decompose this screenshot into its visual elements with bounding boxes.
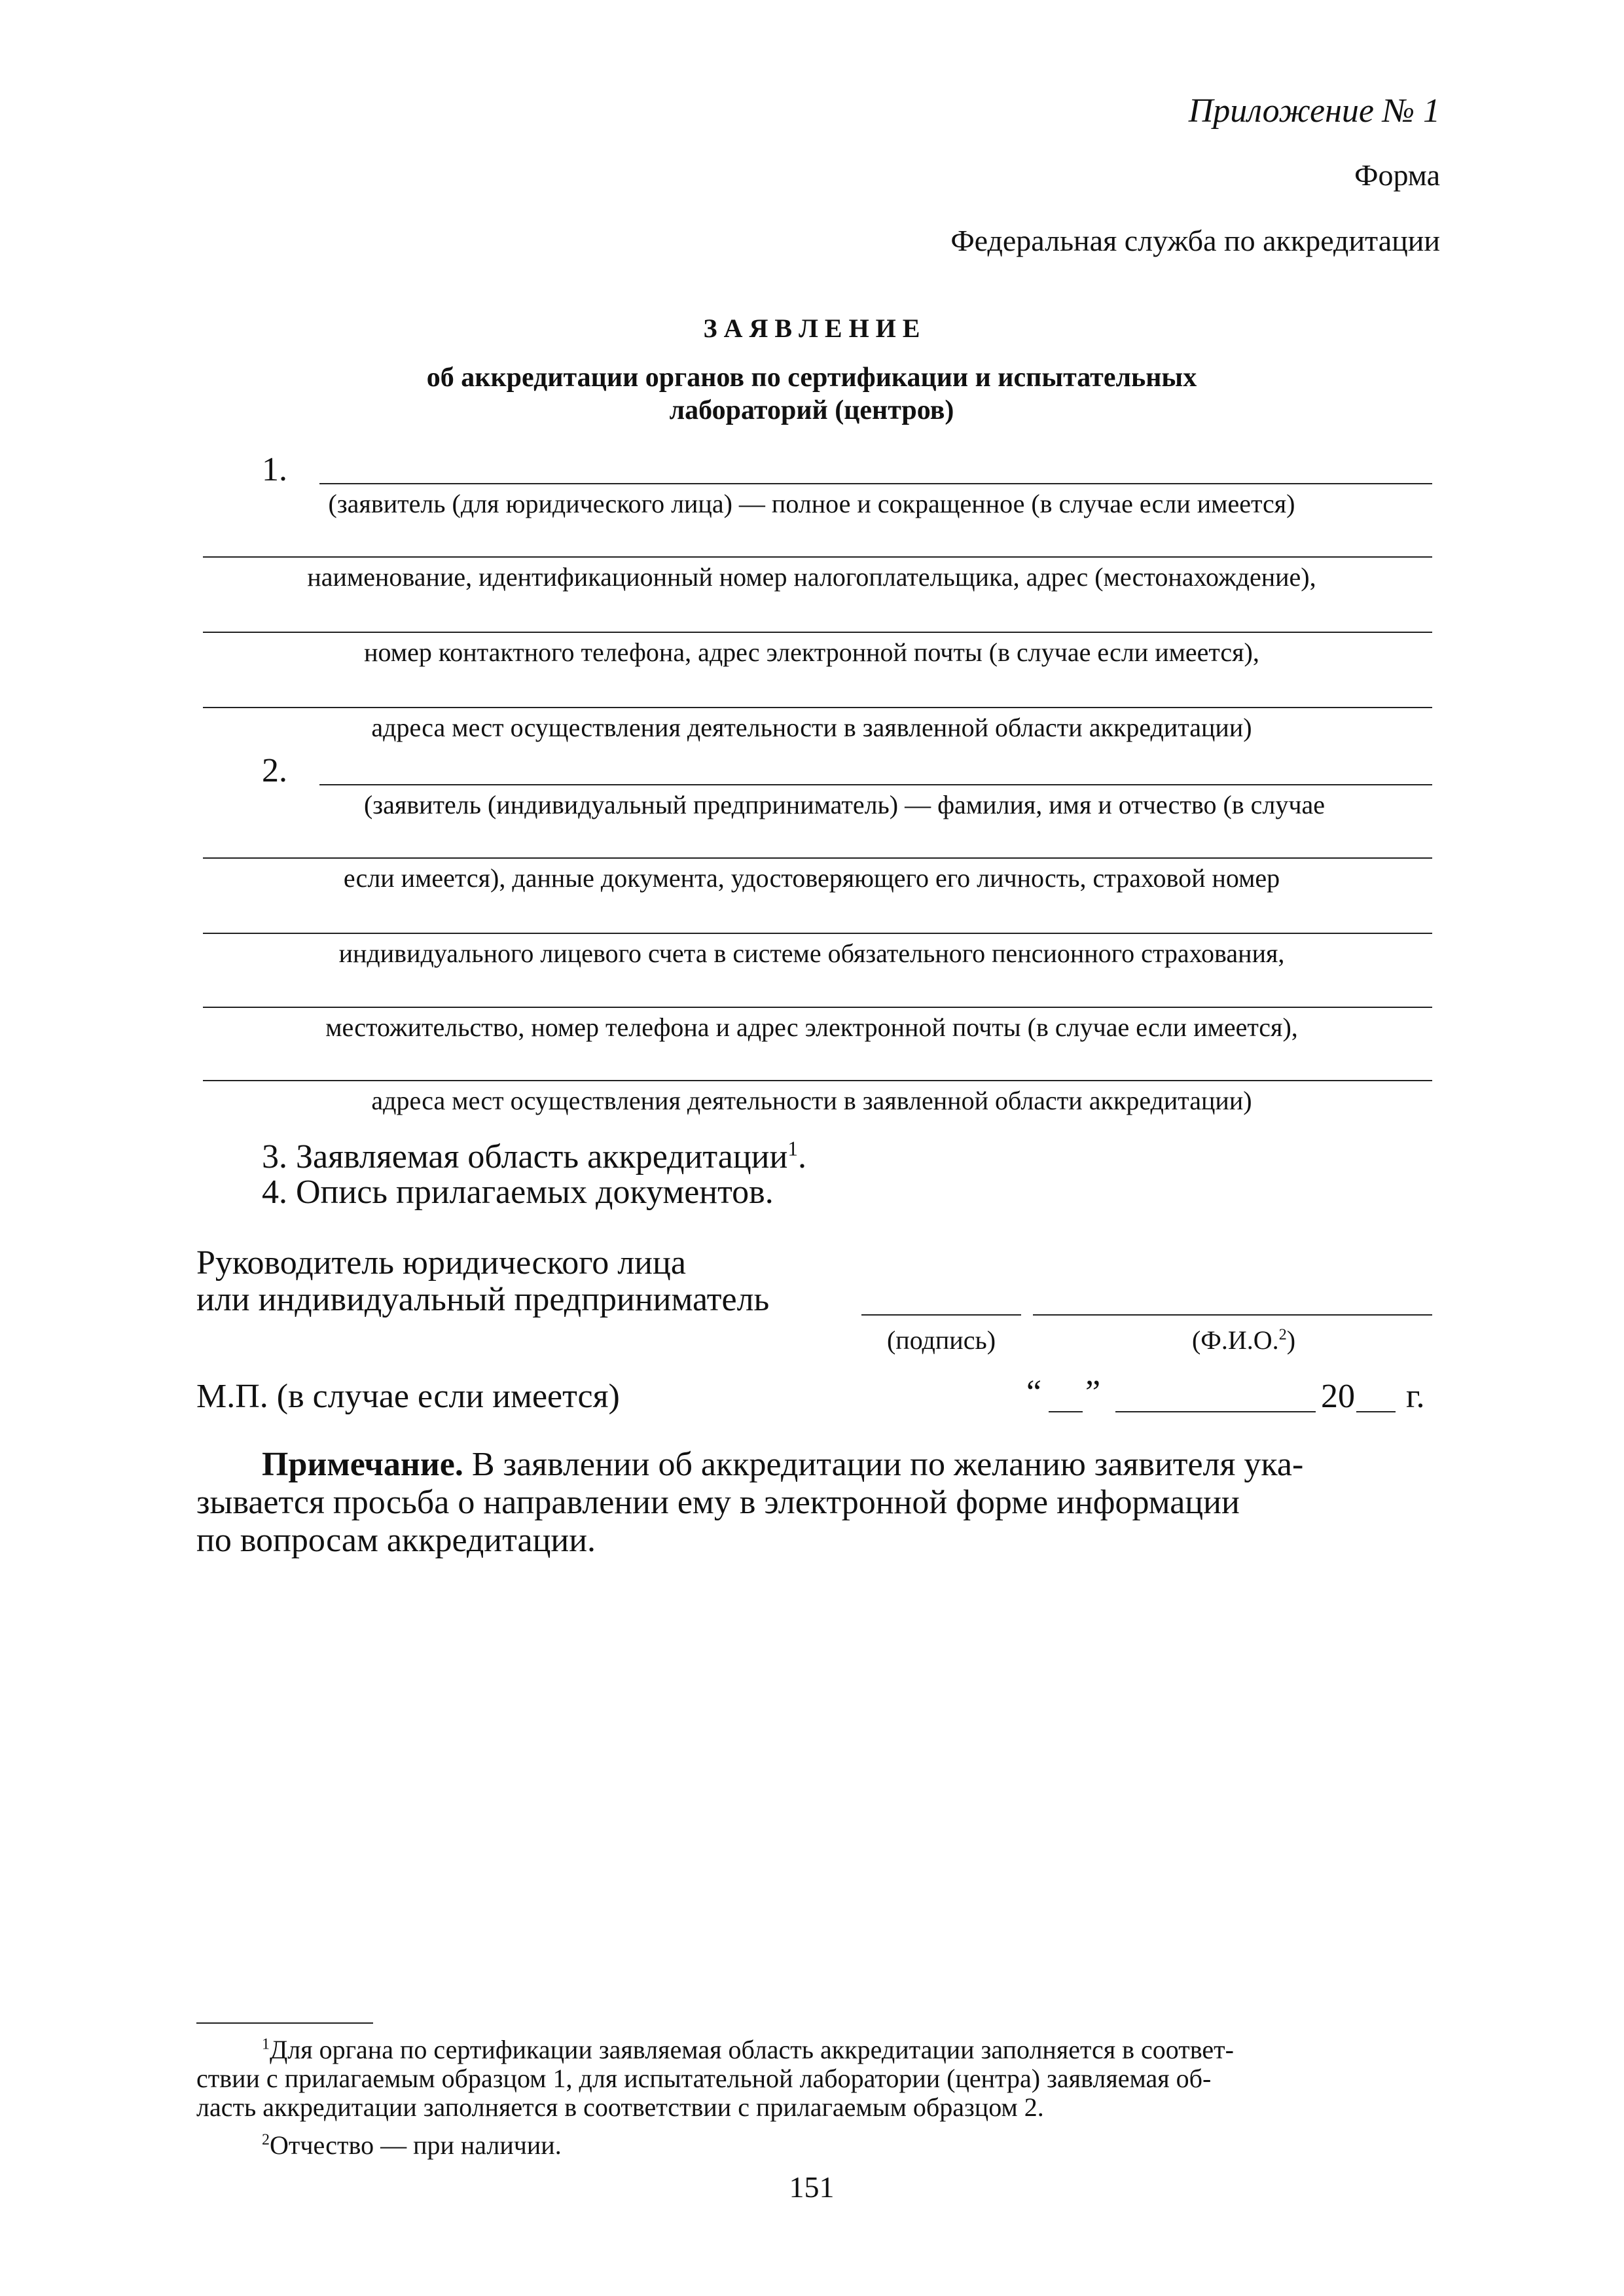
- item-2-field-4[interactable]: [203, 1007, 1432, 1008]
- date-day-field[interactable]: [1049, 1411, 1083, 1412]
- signature-field[interactable]: [861, 1314, 1021, 1316]
- full-name-caption: (Ф.И.О.$^2$): [1191, 1325, 1296, 1355]
- item-1-caption-3: номер контактного телефона, адрес электронной почты (в случае если имеется),: [364, 637, 1259, 667]
- date-year-prefix: 20: [1321, 1378, 1355, 1415]
- item-1-field-3[interactable]: [203, 632, 1432, 633]
- date-year-field[interactable]: [1356, 1411, 1396, 1412]
- note-line-3: по вопросам аккредитации.: [196, 1522, 596, 1559]
- footnote-separator: [196, 2022, 373, 2024]
- item-2-caption-1: (заявитель (индивидуальный предприниматель) — фамилия, имя и отчество (в случае: [363, 790, 1326, 819]
- item-1-field-4[interactable]: [203, 707, 1432, 708]
- addressee: Федеральная служба по аккредитации: [950, 224, 1440, 257]
- appendix-label: Приложение № 1: [1188, 92, 1440, 130]
- item-4: 4. Опись прилагаемых документов.: [262, 1174, 774, 1211]
- item-1-field-2[interactable]: [203, 556, 1432, 558]
- footnote-1-line-2: ствии с прилагаемым образцом 1, для испытательной лаборатории (центра) заявляемая об-: [196, 2064, 1212, 2093]
- item-2-field-1[interactable]: [319, 784, 1432, 785]
- item-1-number: 1.: [262, 451, 287, 488]
- date-close-quote: ”: [1085, 1374, 1101, 1411]
- item-1-caption-1: (заявитель (для юридического лица) — полное и сокращенное (в случае если имеется): [328, 489, 1295, 518]
- date-month-field[interactable]: [1115, 1411, 1316, 1412]
- footnote-1-line-1: $^1$Для органа по сертификации заявляемая область аккредитации заполняется в соответ-: [262, 2035, 1234, 2064]
- signature-label-2: или индивидуальный предприниматель: [196, 1281, 770, 1318]
- item-3: 3. Заявляемая область аккредитации$^1$.: [262, 1137, 806, 1175]
- item-2-caption-4: местожительство, номер телефона и адрес электронной почты (в случае если имеется),: [325, 1013, 1298, 1042]
- item-2-field-2[interactable]: [203, 857, 1432, 859]
- document-subtitle-2: лабораторий (центров): [669, 395, 954, 425]
- note-line-2: зывается просьба о направлении ему в электронной форме информации: [196, 1484, 1240, 1521]
- item-2-field-5[interactable]: [203, 1080, 1432, 1081]
- note-label: Примечание.: [262, 1446, 463, 1483]
- item-1-caption-2: наименование, идентификационный номер налогоплательщика, адрес (местонахождение),: [307, 562, 1316, 592]
- item-2-field-3[interactable]: [203, 933, 1432, 934]
- item-2-number: 2.: [262, 752, 287, 789]
- signature-caption: (подпись): [886, 1325, 996, 1355]
- form-label: Форма: [1354, 158, 1440, 192]
- signature-label-1: Руководитель юридического лица: [196, 1244, 686, 1282]
- footnote-2: $^2$Отчество — при наличии.: [262, 2130, 562, 2160]
- item-2-caption-2: если имеется), данные документа, удостоверяющего его личность, страховой номер: [343, 863, 1280, 893]
- footnote-1-line-3: ласть аккредитации заполняется в соответствии с прилагаемым образцом 2.: [196, 2092, 1044, 2122]
- stamp-label: М.П. (в случае если имеется): [196, 1378, 620, 1415]
- document-title: З А Я В Л Е Н И Е: [703, 314, 920, 343]
- item-2-caption-3: индивидуального лицевого счета в системе обязательного пенсионного страхования,: [338, 939, 1285, 968]
- full-name-field[interactable]: [1033, 1314, 1432, 1316]
- item-1-caption-4: адреса мест осуществления деятельности в заявленной области аккредитации): [371, 713, 1252, 742]
- page-number: 151: [789, 2170, 835, 2204]
- item-1-field-1[interactable]: [319, 483, 1432, 484]
- item-2-caption-5: адреса мест осуществления деятельности в заявленной области аккредитации): [371, 1086, 1252, 1115]
- document-subtitle-1: об аккредитации органов по сертификации и испытательных: [426, 363, 1197, 393]
- date-year-suffix: г.: [1406, 1378, 1425, 1415]
- note-line-1: Примечание. В заявлении об аккредитации по желанию заявителя ука-: [262, 1446, 1304, 1483]
- date-open-quote: “: [1026, 1374, 1042, 1411]
